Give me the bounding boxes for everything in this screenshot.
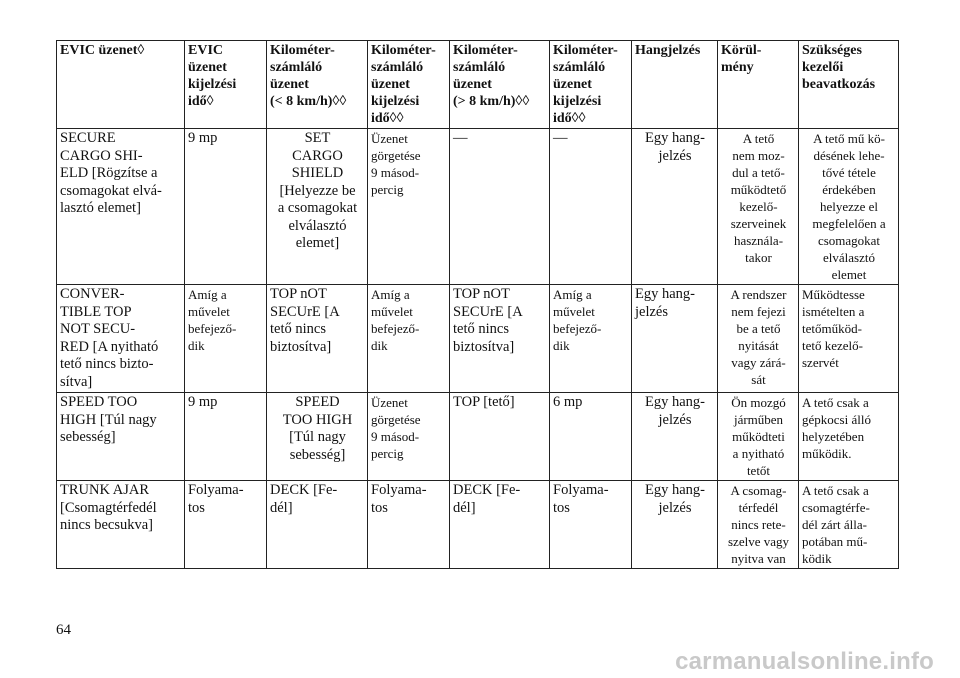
header-evic-display-time: EVIC üzenet kijelzési idő◊	[185, 41, 267, 129]
header-odometer-display-time-high: Kilométer- számláló üzenet kijelzési idő◊◊	[550, 41, 632, 129]
cell-odometer-message-low: SET CARGO SHIELD [Helyezze be a csomagokat elválasztó elemet]	[267, 129, 368, 285]
cell-chime: Egy hang- jelzés	[632, 481, 718, 569]
cell-odometer-display-time-high: 6 mp	[550, 393, 632, 481]
cell-odometer-display-time-high: Folyama- tos	[550, 481, 632, 569]
watermark: carmanualsonline.info	[675, 648, 934, 675]
cell-text: CONVER- TIBLE TOP NOT SECU- RED [A nyitható tető nincs bizto- sítva]	[60, 286, 159, 390]
cell-chime: Egy hang- jelzés	[632, 393, 718, 481]
cell-chime: Egy hang- jelzés	[632, 129, 718, 285]
header-required-action: Szükséges kezelői beavatkozás	[799, 41, 899, 129]
cell-odometer-display-time-low: Amíg a művelet befejező- dik	[368, 285, 450, 393]
header-condition: Körül- mény	[718, 41, 799, 129]
cell-evic-display-time: Amíg a művelet befejező- dik	[185, 285, 267, 393]
cell-odometer-display-time-low: Folyama- tos	[368, 481, 450, 569]
header-odometer-message-high: Kilométer- számláló üzenet (> 8 km/h)◊◊	[450, 41, 550, 129]
cell-required-action: A tető mű kö- désének lehe- tővé tétele érdekében helyezze el megfelelően a csomagokat elválasztó elemet	[799, 129, 899, 285]
cell-evic-message	[57, 481, 185, 569]
table-header-row	[57, 41, 899, 129]
cell-odometer-display-time-high: —	[550, 129, 632, 285]
cell-odometer-message-high: TOP nOT SECUrE [A tető nincs biztosítva]	[450, 285, 550, 393]
cell-evic-message	[57, 285, 185, 393]
page-number: 64	[56, 622, 71, 638]
cell-required-action: A tető csak a gépkocsi álló helyzetében működik.	[799, 393, 899, 481]
cell-odometer-display-time-high: Amíg a művelet befejező- dik	[550, 285, 632, 393]
table-row	[57, 481, 899, 569]
cell-text: SECURE CARGO SHI- ELD [Rögzítse a csomagokat elvá- lasztó elemet]	[60, 130, 162, 216]
table-row	[57, 285, 899, 393]
cell-odometer-message-high: —	[450, 129, 550, 285]
cell-evic-display-time: Folyama- tos	[185, 481, 267, 569]
cell-evic-display-time: 9 mp	[185, 129, 267, 285]
cell-evic-message	[57, 129, 185, 285]
evic-message-table	[56, 40, 899, 569]
cell-odometer-message-low: DECK [Fe- dél]	[267, 481, 368, 569]
header-odometer-display-time-low: Kilométer- számláló üzenet kijelzési idő◊◊	[368, 41, 450, 129]
table-row	[57, 129, 899, 285]
cell-odometer-message-low: SPEED TOO HIGH [Túl nagy sebesség]	[267, 393, 368, 481]
cell-odometer-message-high: TOP [tető]	[450, 393, 550, 481]
cell-condition: A rendszer nem fejezi be a tető nyitását vagy zárá- sát	[718, 285, 799, 393]
cell-chime: Egy hang- jelzés	[632, 285, 718, 393]
cell-required-action: Működtesse ismételten a tetőműköd- tető kezelő- szervét	[799, 285, 899, 393]
cell-text: TRUNK AJAR [Csomagtérfedél nincs becsukva]	[60, 482, 157, 533]
header-odometer-message-low: Kilométer- számláló üzenet (< 8 km/h)◊◊	[267, 41, 368, 129]
header-chime: Hangjelzés	[632, 41, 718, 129]
header-evic-message: EVIC üzenet◊	[57, 41, 185, 129]
table-row	[57, 393, 899, 481]
cell-evic-display-time: 9 mp	[185, 393, 267, 481]
cell-odometer-message-high: DECK [Fe- dél]	[450, 481, 550, 569]
cell-required-action: A tető csak a csomagtérfe- dél zárt álla- potában mű- ködik	[799, 481, 899, 569]
cell-text: SPEED TOO HIGH [Túl nagy sebesség]	[60, 394, 157, 445]
cell-odometer-message-low: TOP nOT SECUrE [A tető nincs biztosítva]	[267, 285, 368, 393]
cell-odometer-display-time-low: Üzenet görgetése 9 másod- percig	[368, 393, 450, 481]
cell-odometer-display-time-low: Üzenet görgetése 9 másod- percig	[368, 129, 450, 285]
cell-condition: A tető nem moz- dul a tető- működtető kezelő- szerveinek használa- takor	[718, 129, 799, 285]
cell-evic-message	[57, 393, 185, 481]
cell-condition: Ön mozgó járműben működteti a nyitható tetőt	[718, 393, 799, 481]
cell-condition: A csomag- térfedél nincs rete- szelve vagy nyitva van	[718, 481, 799, 569]
